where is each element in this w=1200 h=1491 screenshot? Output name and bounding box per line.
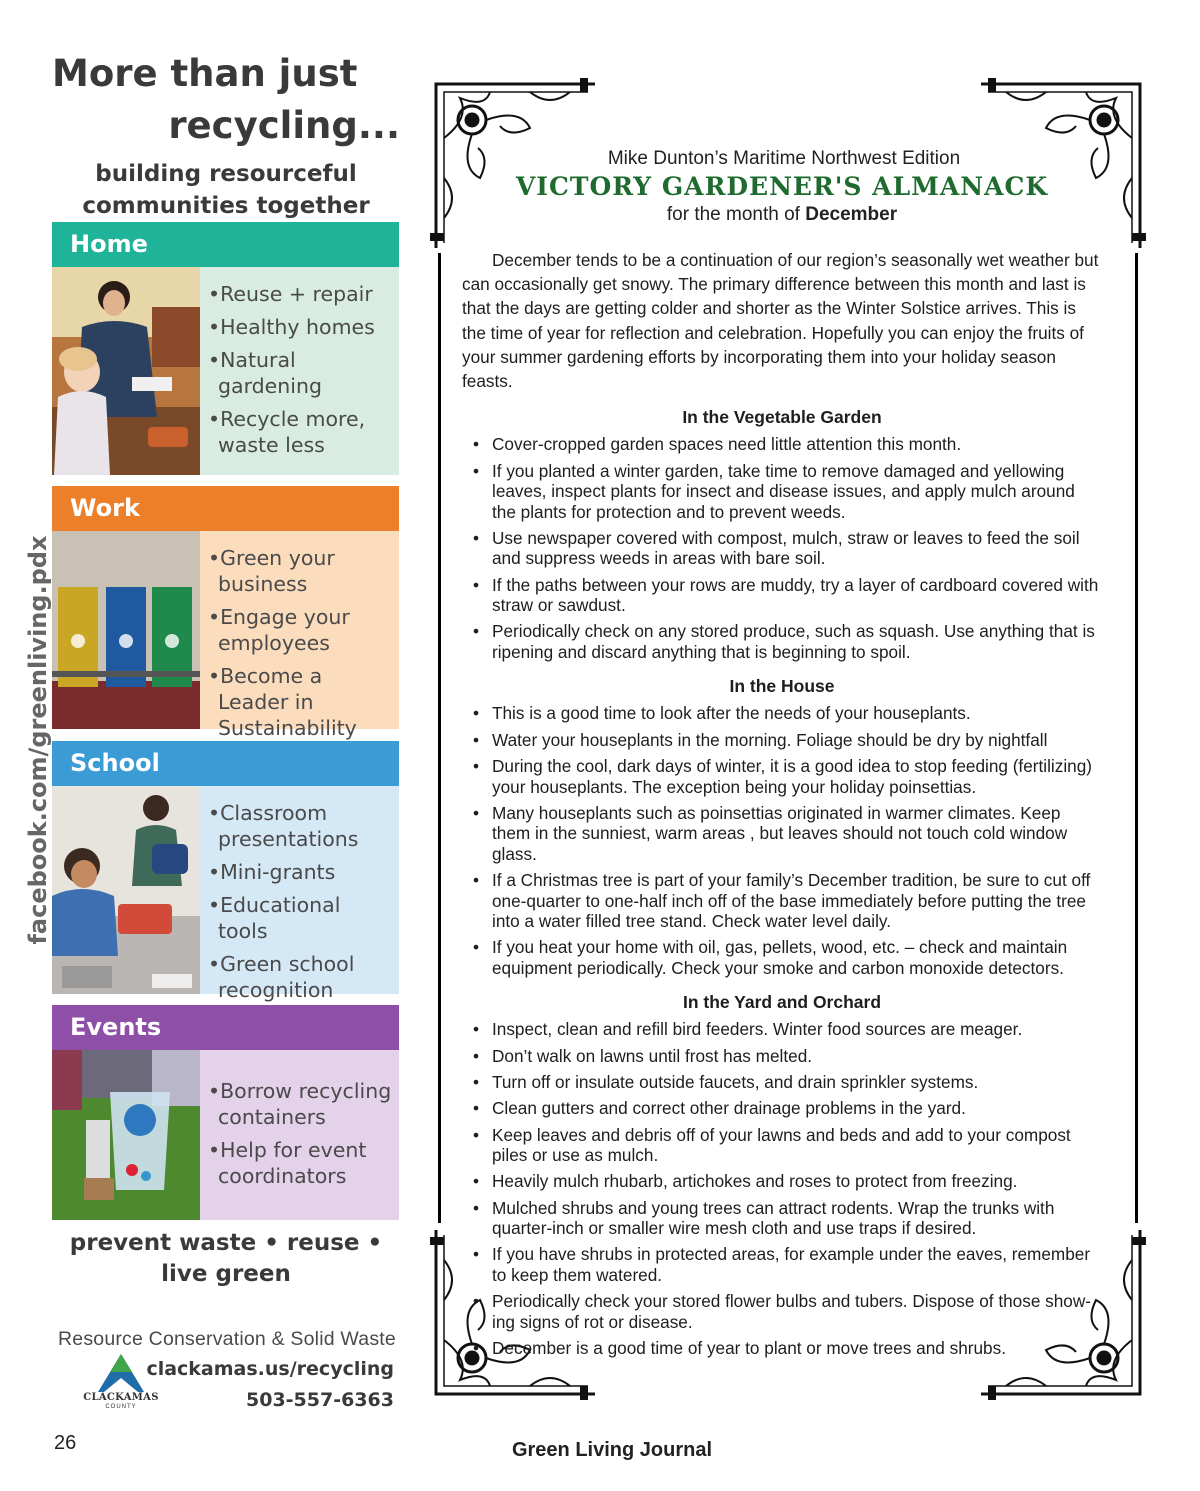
list-item: •Natural gardening [208, 348, 322, 398]
bullet-icon: • [473, 434, 480, 455]
section-title: Home [52, 222, 399, 267]
list-item: •Become a Leader in Sustainability [208, 664, 357, 740]
ad-tagline-line2: live green [161, 1261, 291, 1287]
ad-headline-line1: More than just [52, 52, 358, 95]
list-item: •Recycle more, waste less [208, 407, 366, 457]
work-bins-photo [52, 531, 200, 729]
almanac-month-line [462, 204, 1102, 226]
bullet-icon: • [473, 1197, 480, 1218]
section-list [200, 786, 399, 1002]
list-item-text: Periodically check on any stored produce, such as squash. Use anything that is ripening and discard anything that is beginning to spoil. [492, 621, 1095, 662]
list-item [462, 434, 1102, 455]
ad-subheadline-line1: building resourceful [95, 161, 357, 187]
ad-tagline-line1: prevent waste • reuse • [69, 1230, 383, 1256]
bullet-icon: • [473, 1338, 480, 1359]
bullet-icon: • [473, 1124, 480, 1145]
ad-subheadline-line2: communities together [82, 193, 370, 219]
list-item-text: If the paths between your rows are muddy, try a layer of cardboard covered with straw or sawdust. [492, 574, 1099, 616]
list-item-text: Turn off or insulate outside faucets, and drain sprinkler systems. [492, 1071, 979, 1092]
ad-section-events [52, 1005, 399, 1220]
school-photo [52, 786, 200, 994]
list-item-text: If you planted a winter garden, take time to remove damaged and yellowing leaves, inspect plants for insect and disease issues, and apply mulch around the plants for protection and to prevent weeds. [492, 460, 1075, 522]
bullet-icon: • [473, 527, 480, 548]
almanac-sections [462, 407, 1102, 1358]
ad-section-school [52, 741, 399, 1002]
bullet-icon: • [473, 574, 480, 595]
almanac-title: VICTORY GARDENER'S ALMANACK [515, 172, 1049, 201]
list-item: •Engage your employees [208, 605, 350, 655]
almanac-edition: Mike Dunton’s Maritime Northwest Edition [607, 148, 961, 169]
section-list [200, 531, 399, 740]
list-item [462, 803, 1102, 865]
events-photo [52, 1050, 200, 1220]
almanac-bullet-list [462, 1019, 1102, 1358]
list-item [462, 1072, 1102, 1093]
bullet-icon: • [473, 1291, 480, 1312]
list-item-text: Cover-cropped garden spaces need little attention this month. [492, 434, 962, 455]
frame-left-rule [438, 253, 441, 1223]
list-item [462, 937, 1102, 978]
almanac-bullet-list [462, 703, 1102, 978]
month-prefix: for the month of [666, 204, 806, 225]
almanac-section-heading: In the Vegetable Garden [682, 407, 882, 428]
phone-number: 503-557-6363 [246, 1389, 394, 1411]
list-item: •Classroom presentations [208, 801, 359, 851]
bullet-icon: • [473, 1071, 480, 1092]
list-item-text: Many houseplants such as poinsettias originated in warmer climates. Keep them in the sunniest, warm areas , but leaves should not touch cold window glass. [492, 802, 1068, 864]
ad-subheadline [52, 158, 400, 222]
section-list [200, 267, 399, 475]
almanac-intro: December tends to be a continuation of our region’s seasonally wet weather but can occasionally get snowy. The primary difference between this month and last is that the days are getting colder and shorter as the Winter Solstice arrives. This is the time of year for reflection and celebration. Hopefully you can enjoy the fruits of your summer gardening efforts by incorporating them into your holiday season feasts. [462, 250, 1099, 392]
list-item [462, 1046, 1102, 1067]
recycling-url-link[interactable]: clackamas.us/recycling [146, 1358, 394, 1380]
bullet-icon: • [473, 1045, 480, 1066]
list-item [462, 1338, 1102, 1359]
bullet-icon: • [473, 937, 480, 958]
bullet-icon: • [473, 802, 480, 823]
bullet-icon: • [473, 729, 480, 750]
journal-footer: Green Living Journal [511, 1439, 713, 1461]
list-item [462, 703, 1102, 724]
list-item-text: Mulched shrubs and young trees can attract rodents. Wrap the trunks with quarter-inch or smaller wire mesh cloth and use traps if desired. [492, 1197, 1055, 1239]
list-item [462, 1098, 1102, 1119]
ad-headline-line2: recycling... [168, 104, 400, 147]
list-item-text: Heavily mulch rhubarb, artichokes and roses to protect from freezing. [492, 1171, 1018, 1192]
list-item-text: This is a good time to look after the needs of your houseplants. [492, 703, 971, 724]
bullet-icon: • [473, 703, 480, 724]
list-item: •Educational tools [208, 893, 341, 943]
bullet-icon: • [473, 1019, 480, 1040]
list-item [462, 528, 1102, 569]
logo-sub: COUNTY [105, 1404, 137, 1410]
almanac-bullet-list [462, 434, 1102, 662]
bullet-icon: • [473, 870, 480, 891]
list-item [462, 1019, 1102, 1040]
ad-section-home [52, 222, 399, 475]
list-item: •Borrow recycling containers [208, 1079, 392, 1129]
list-item-text: If you have shrubs in protected areas, for example under the eaves, remember to keep them watered. [492, 1244, 1091, 1285]
list-item-text: During the cool, dark days of winter, it is a good idea to stop feeding (fertilizing) your houseplants. The exception being your holiday poinsettias. [492, 756, 1092, 797]
list-item [462, 1171, 1102, 1192]
list-item [462, 1198, 1102, 1239]
section-title: School [52, 741, 399, 786]
bullet-icon: • [473, 460, 480, 481]
list-item-text: If a Christmas tree is part of your family’s December tradition, be sure to cut off one-quarter to one-half inch off of the base immediately before putting the tree into a water filled tree stand. Check water level daily. [492, 870, 1091, 932]
list-item [462, 1291, 1102, 1332]
ad-section-work [52, 486, 399, 740]
list-item [462, 870, 1102, 932]
list-item [462, 730, 1102, 751]
section-list [200, 1050, 399, 1220]
facebook-url-vertical: facebook.com/greenliving.pdx [24, 535, 52, 945]
logo-word: CLACKAMAS [83, 1392, 159, 1403]
list-item [462, 756, 1102, 797]
almanac-article [462, 148, 1102, 1364]
frame-right-rule [1135, 253, 1138, 1223]
list-item: •Green school recognition [208, 952, 355, 1002]
list-item-text: Water your houseplants in the morning. Foliage should be dry by nightfall [492, 729, 1048, 750]
list-item: •Help for event coordinators [208, 1138, 367, 1188]
bullet-icon: • [473, 1244, 480, 1265]
list-item-text: Clean gutters and correct other drainage problems in the yard. [492, 1098, 966, 1119]
list-item-text: Periodically check your stored flower bulbs and tubers. Dispose of those show-ing signs of rot or disease. [492, 1291, 1091, 1332]
bullet-icon: • [473, 756, 480, 776]
home-photo [52, 267, 200, 475]
list-item [462, 575, 1102, 616]
month-name: December [805, 204, 898, 225]
list-item [462, 461, 1102, 523]
section-title: Work [52, 486, 399, 531]
list-item-text: If you heat your home with oil, gas, pellets, wood, etc. – check and maintain equipment periodically. Check your smoke and carbon monoxide detectors. [492, 937, 1068, 978]
list-item-text: December is a good time of year to plant or move trees and shrubs. [492, 1338, 1006, 1359]
list-item: •Reuse + repair [208, 282, 373, 306]
page-number: 26 [54, 1432, 77, 1454]
department-name: Resource Conservation & Solid Waste [58, 1328, 396, 1350]
list-item-text: Keep leaves and debris off of your lawns and beds and add to your compost piles or use as mulch. [492, 1124, 1071, 1166]
list-item: •Green your business [208, 546, 335, 596]
bullet-icon: • [473, 1098, 480, 1119]
list-item-text: Don’t walk on lawns until frost has melted. [492, 1045, 813, 1066]
list-item [462, 1244, 1102, 1285]
list-item-text: Inspect, clean and refill bird feeders. Winter food sources are meager. [492, 1019, 1023, 1040]
list-item: •Healthy homes [208, 315, 375, 339]
ad-tagline [52, 1228, 400, 1290]
bullet-icon: • [473, 1171, 480, 1192]
bullet-icon: • [473, 621, 480, 642]
list-item: •Mini-grants [208, 860, 336, 884]
almanac-section-heading: In the Yard and Orchard [682, 992, 882, 1013]
almanac-section-heading: In the House [729, 676, 835, 697]
list-item [462, 621, 1102, 662]
recycling-ad-header [52, 52, 400, 222]
section-title: Events [52, 1005, 399, 1050]
list-item [462, 1125, 1102, 1166]
list-item-text: Use newspaper covered with compost, mulch, straw or leaves to feed the soil and suppress weeds in areas with bare soil. [492, 527, 1080, 569]
